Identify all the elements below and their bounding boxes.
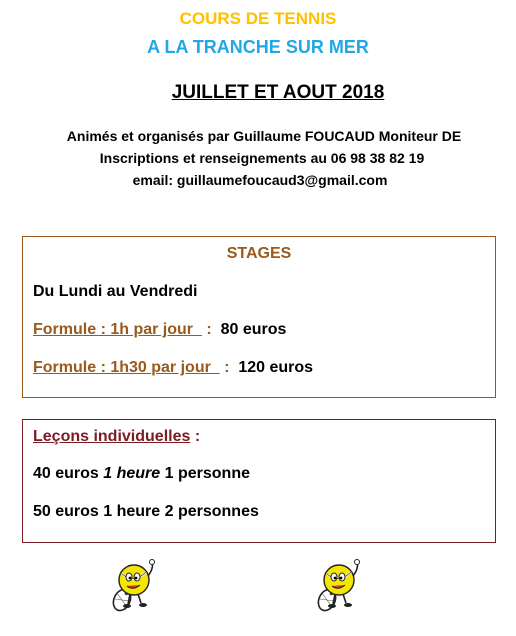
lecon-1-duration: 1 heure (103, 465, 161, 482)
email-line: email: guillaumefoucaud3@gmail.com (132, 172, 388, 188)
lecon-2-personnes: 50 euros 1 heure 2 personnes (33, 503, 259, 520)
formule-1 (33, 321, 286, 339)
formule-1-label: Formule : 1h par jour (33, 321, 202, 338)
tennis-ball-mascot-icon (100, 556, 160, 616)
stages-box (22, 236, 496, 398)
title-cours-de-tennis: COURS DE TENNIS (179, 9, 337, 28)
stages-title: STAGES (226, 245, 292, 262)
formule-1-sep: : (201, 321, 217, 338)
organizer-line: Animés et organisés par Guillaume FOUCAUD Moniteur DE (66, 128, 462, 144)
formule-2 (33, 359, 313, 377)
lecons-title: Leçons individuelles (33, 428, 191, 445)
dates-heading: JUILLET ET AOUT 2018 (171, 82, 385, 103)
lecons-title-sep: : (190, 428, 201, 445)
tennis-ball-mascot-icon (305, 556, 365, 616)
formule-2-price: 120 euros (233, 359, 314, 376)
lecon-1-persons: 1 personne (160, 465, 250, 482)
lecons-box (22, 419, 496, 543)
stages-days: Du Lundi au Vendredi (33, 283, 198, 300)
lecon-1-personne (33, 465, 250, 483)
formule-2-sep: : (219, 359, 234, 376)
lecons-title-row (33, 428, 200, 446)
formule-1-price: 80 euros (216, 321, 287, 338)
formule-2-label: Formule : 1h30 par jour (33, 359, 220, 376)
title-location: A LA TRANCHE SUR MER (147, 37, 369, 57)
phone-line: Inscriptions et renseignements au 06 98 38 82 19 (99, 150, 425, 166)
lecon-1-price: 40 euros (33, 465, 104, 482)
